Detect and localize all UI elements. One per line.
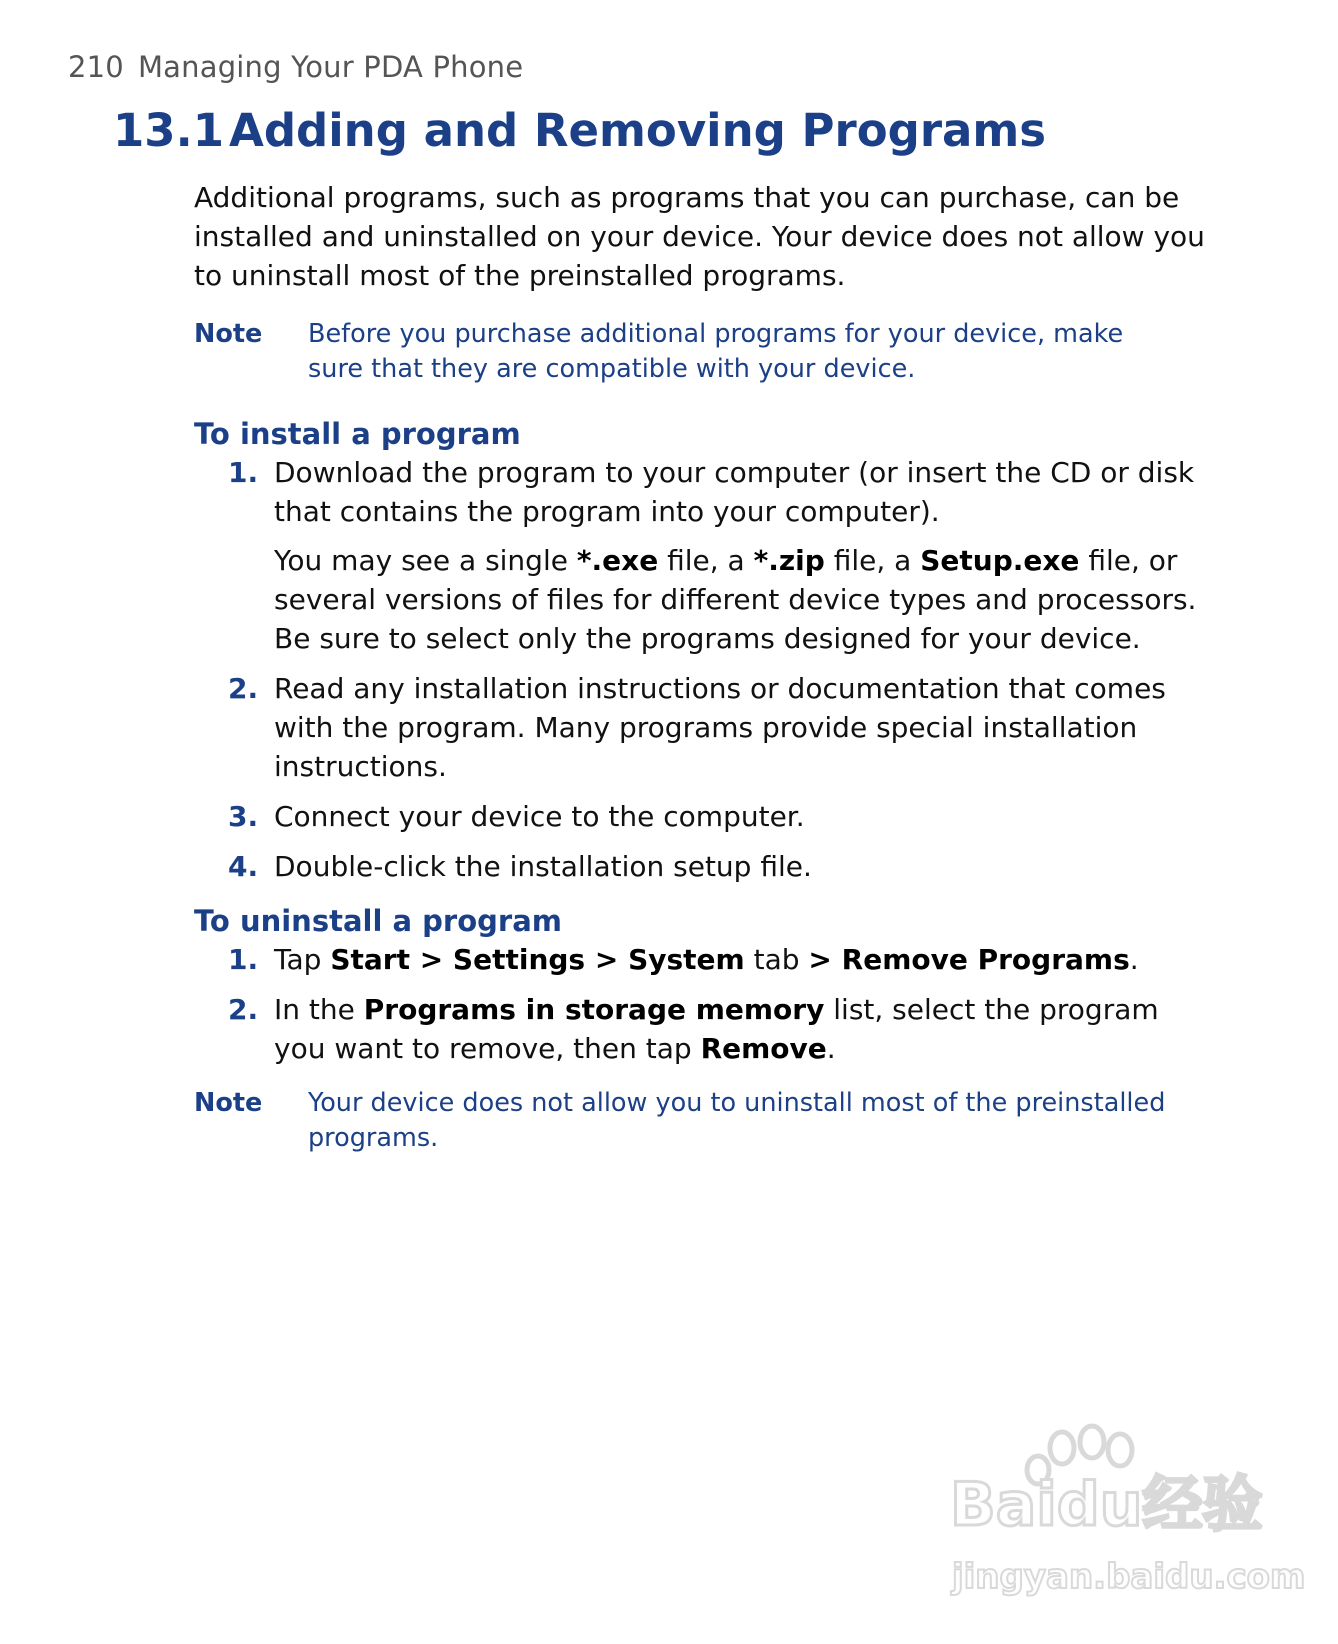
watermark-url: jingyan.baidu.com <box>952 1557 1306 1597</box>
list-name: Programs in storage memory <box>363 993 825 1026</box>
running-header <box>68 50 523 84</box>
step-text: Double-click the installation setup file. <box>274 850 812 883</box>
note-text: Your device does not allow you to uninstall most of the preinstalled programs. <box>308 1088 1166 1153</box>
uninstall-step-1 <box>194 940 1214 979</box>
install-heading: To install a program <box>194 417 521 451</box>
text-run: file, a <box>658 544 754 577</box>
note-label: Note <box>194 1088 263 1118</box>
install-step-2 <box>194 669 1214 786</box>
menu-start: Start <box>330 943 410 976</box>
text-run: . <box>1129 943 1139 976</box>
text-run: . <box>826 1032 836 1065</box>
step-text <box>274 940 1214 979</box>
step-number: 2. <box>228 672 259 705</box>
note-text: Before you purchase additional programs for your device, make sure that they are compatible with your device. <box>308 319 1124 384</box>
install-step-1 <box>194 453 1214 658</box>
menu-separator: > <box>808 943 842 976</box>
step-number: 4. <box>228 850 259 883</box>
menu-system: System <box>628 943 745 976</box>
remove-command: Remove <box>700 1032 827 1065</box>
menu-remove-programs: Remove Programs <box>841 943 1130 976</box>
uninstall-step-2 <box>194 990 1214 1068</box>
watermark-brand: Baidu经验 <box>950 1470 1263 1540</box>
menu-separator: > <box>585 943 629 976</box>
step-text: Connect your device to the computer. <box>274 800 805 833</box>
note-label: Note <box>194 319 263 349</box>
note-block-1 <box>194 317 1214 387</box>
text-run: You may see a single <box>274 544 577 577</box>
chapter-title: Managing Your PDA Phone <box>137 50 524 84</box>
text-run: list, select the program you want to remove, then tap <box>274 993 1159 1065</box>
step-body <box>274 453 1214 658</box>
text-run: file, a <box>824 544 921 577</box>
note-block-2 <box>194 1086 1214 1156</box>
zip-filename: *.zip <box>753 544 825 577</box>
uninstall-heading: To uninstall a program <box>194 904 562 938</box>
exe-filename: *.exe <box>576 544 659 577</box>
uninstall-steps <box>194 940 1214 1068</box>
step-text <box>274 990 1214 1068</box>
page-content <box>194 178 1214 1156</box>
step-text: Download the program to your computer (or insert the CD or disk that contains the program into your computer). <box>274 456 1195 528</box>
intro-paragraph: Additional programs, such as programs that you can purchase, can be installed and uninstalled on your device. Your device does not allow you to uninstall most of the preinstalled programs. <box>194 181 1205 292</box>
page-number: 210 <box>68 50 124 84</box>
baidu-watermark <box>950 1420 1306 1600</box>
setup-filename: Setup.exe <box>920 544 1080 577</box>
step-text: Read any installation instructions or documentation that comes with the program. Many programs provide special installation instructions. <box>274 672 1166 783</box>
menu-separator: > <box>409 943 453 976</box>
text-run: file, or several versions of files for different device types and processors. Be sure to select only the programs designed for your device. <box>274 544 1197 655</box>
text-run: In the <box>274 993 364 1026</box>
step-number: 1. <box>228 456 259 489</box>
text-run: tab <box>744 943 809 976</box>
step-number: 3. <box>228 800 259 833</box>
section-title-text: Adding and Removing Programs <box>229 104 1047 157</box>
menu-settings: Settings <box>452 943 586 976</box>
install-step-4 <box>194 847 1214 886</box>
step-number: 2. <box>228 993 259 1026</box>
step-extra-paragraph <box>274 541 1214 658</box>
install-steps <box>194 453 1214 886</box>
section-title <box>113 104 1046 157</box>
step-number: 1. <box>228 943 259 976</box>
text-run: Tap <box>274 943 331 976</box>
section-number: 13.1 <box>113 104 225 157</box>
install-step-3 <box>194 797 1214 836</box>
